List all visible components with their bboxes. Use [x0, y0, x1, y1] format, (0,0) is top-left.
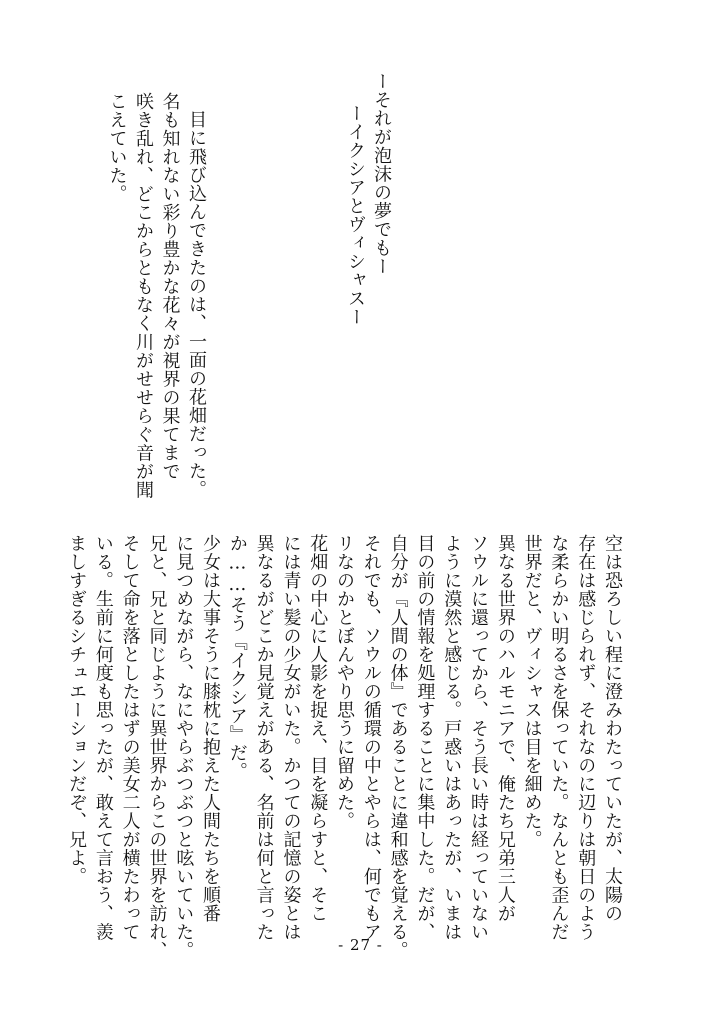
- text-column: か……そう『イクシア』だ。: [226, 534, 248, 781]
- text-column: ように漠然と感じる。戸惑いはあったが、いまは: [441, 534, 463, 941]
- text-column: 目の前の情報を処理することに集中した。だが、: [414, 534, 436, 941]
- text-column: 目に飛び込んできたのは、一面の花畑だった。: [186, 110, 207, 499]
- text-column: 異なるがどこか見覚えがある、名前は何と言った: [253, 534, 275, 941]
- text-column: こえていた。: [106, 92, 128, 203]
- text-column: には青い髪の少女がいた。かつての記憶の姿とは: [280, 534, 302, 941]
- text-column: に見つめながら、なにやらぶつぶつと呟いていた。: [173, 534, 195, 960]
- text-column: 世界だと、ヴィシャスは目を細めた。: [521, 534, 543, 849]
- chapter-title: [342, 72, 394, 326]
- text-column: 花畑の中心に人影を捉え、目を凝らすと、そこ: [307, 534, 329, 923]
- text-column: 兄と、兄と同じように異世界からこの世界を訪れ、: [146, 534, 168, 960]
- chapter-title-main: ーそれが泡沫の夢でもー: [371, 72, 392, 276]
- page-number: - 27 -: [338, 936, 383, 954]
- text-column: 名も知れない彩り豊かな花々が視界の果てまで: [159, 92, 181, 481]
- text-column: 自分が『人間の体』であることに違和感を覚える。: [387, 534, 409, 960]
- text-column: な柔らかい明るさを保っていた。なんとも歪んだ: [548, 534, 570, 941]
- text-column: 空は恐ろしい程に澄みわたっていたが、太陽の: [602, 534, 623, 923]
- text-column: 咲き乱れ、どこからともなく川がせせらぐ音が聞: [133, 92, 154, 499]
- text-column: それでも、ソウルの循環の中とやらは、何でもア: [360, 534, 382, 941]
- text-column: ソウルに還ってから、そう長い時は経っていない: [468, 534, 490, 941]
- text-column: ましすぎるシチュエーションだぞ、兄よ。: [66, 534, 88, 886]
- lower-body-text: [62, 534, 625, 960]
- text-column: いる。生前に何度も思ったが、敢えて言おう、羨: [92, 534, 114, 941]
- text-column: そして命を落としたはずの美女二人が横たわって: [119, 534, 141, 941]
- chapter-subtitle: ーイクシアとヴィシャスー: [345, 104, 366, 326]
- text-column: 存在は感じられず、それなのに辺りは朝日のよう: [575, 534, 597, 941]
- text-column: 少女は大事そうに膝枕に抱えた人間たちを順番: [200, 534, 222, 923]
- upper-paragraph: [103, 92, 209, 499]
- text-column: 異なる世界のハルモニアで、俺たち兄弟三人が: [494, 534, 516, 923]
- text-column: リなのかとぼんやり思うに留めた。: [334, 534, 356, 830]
